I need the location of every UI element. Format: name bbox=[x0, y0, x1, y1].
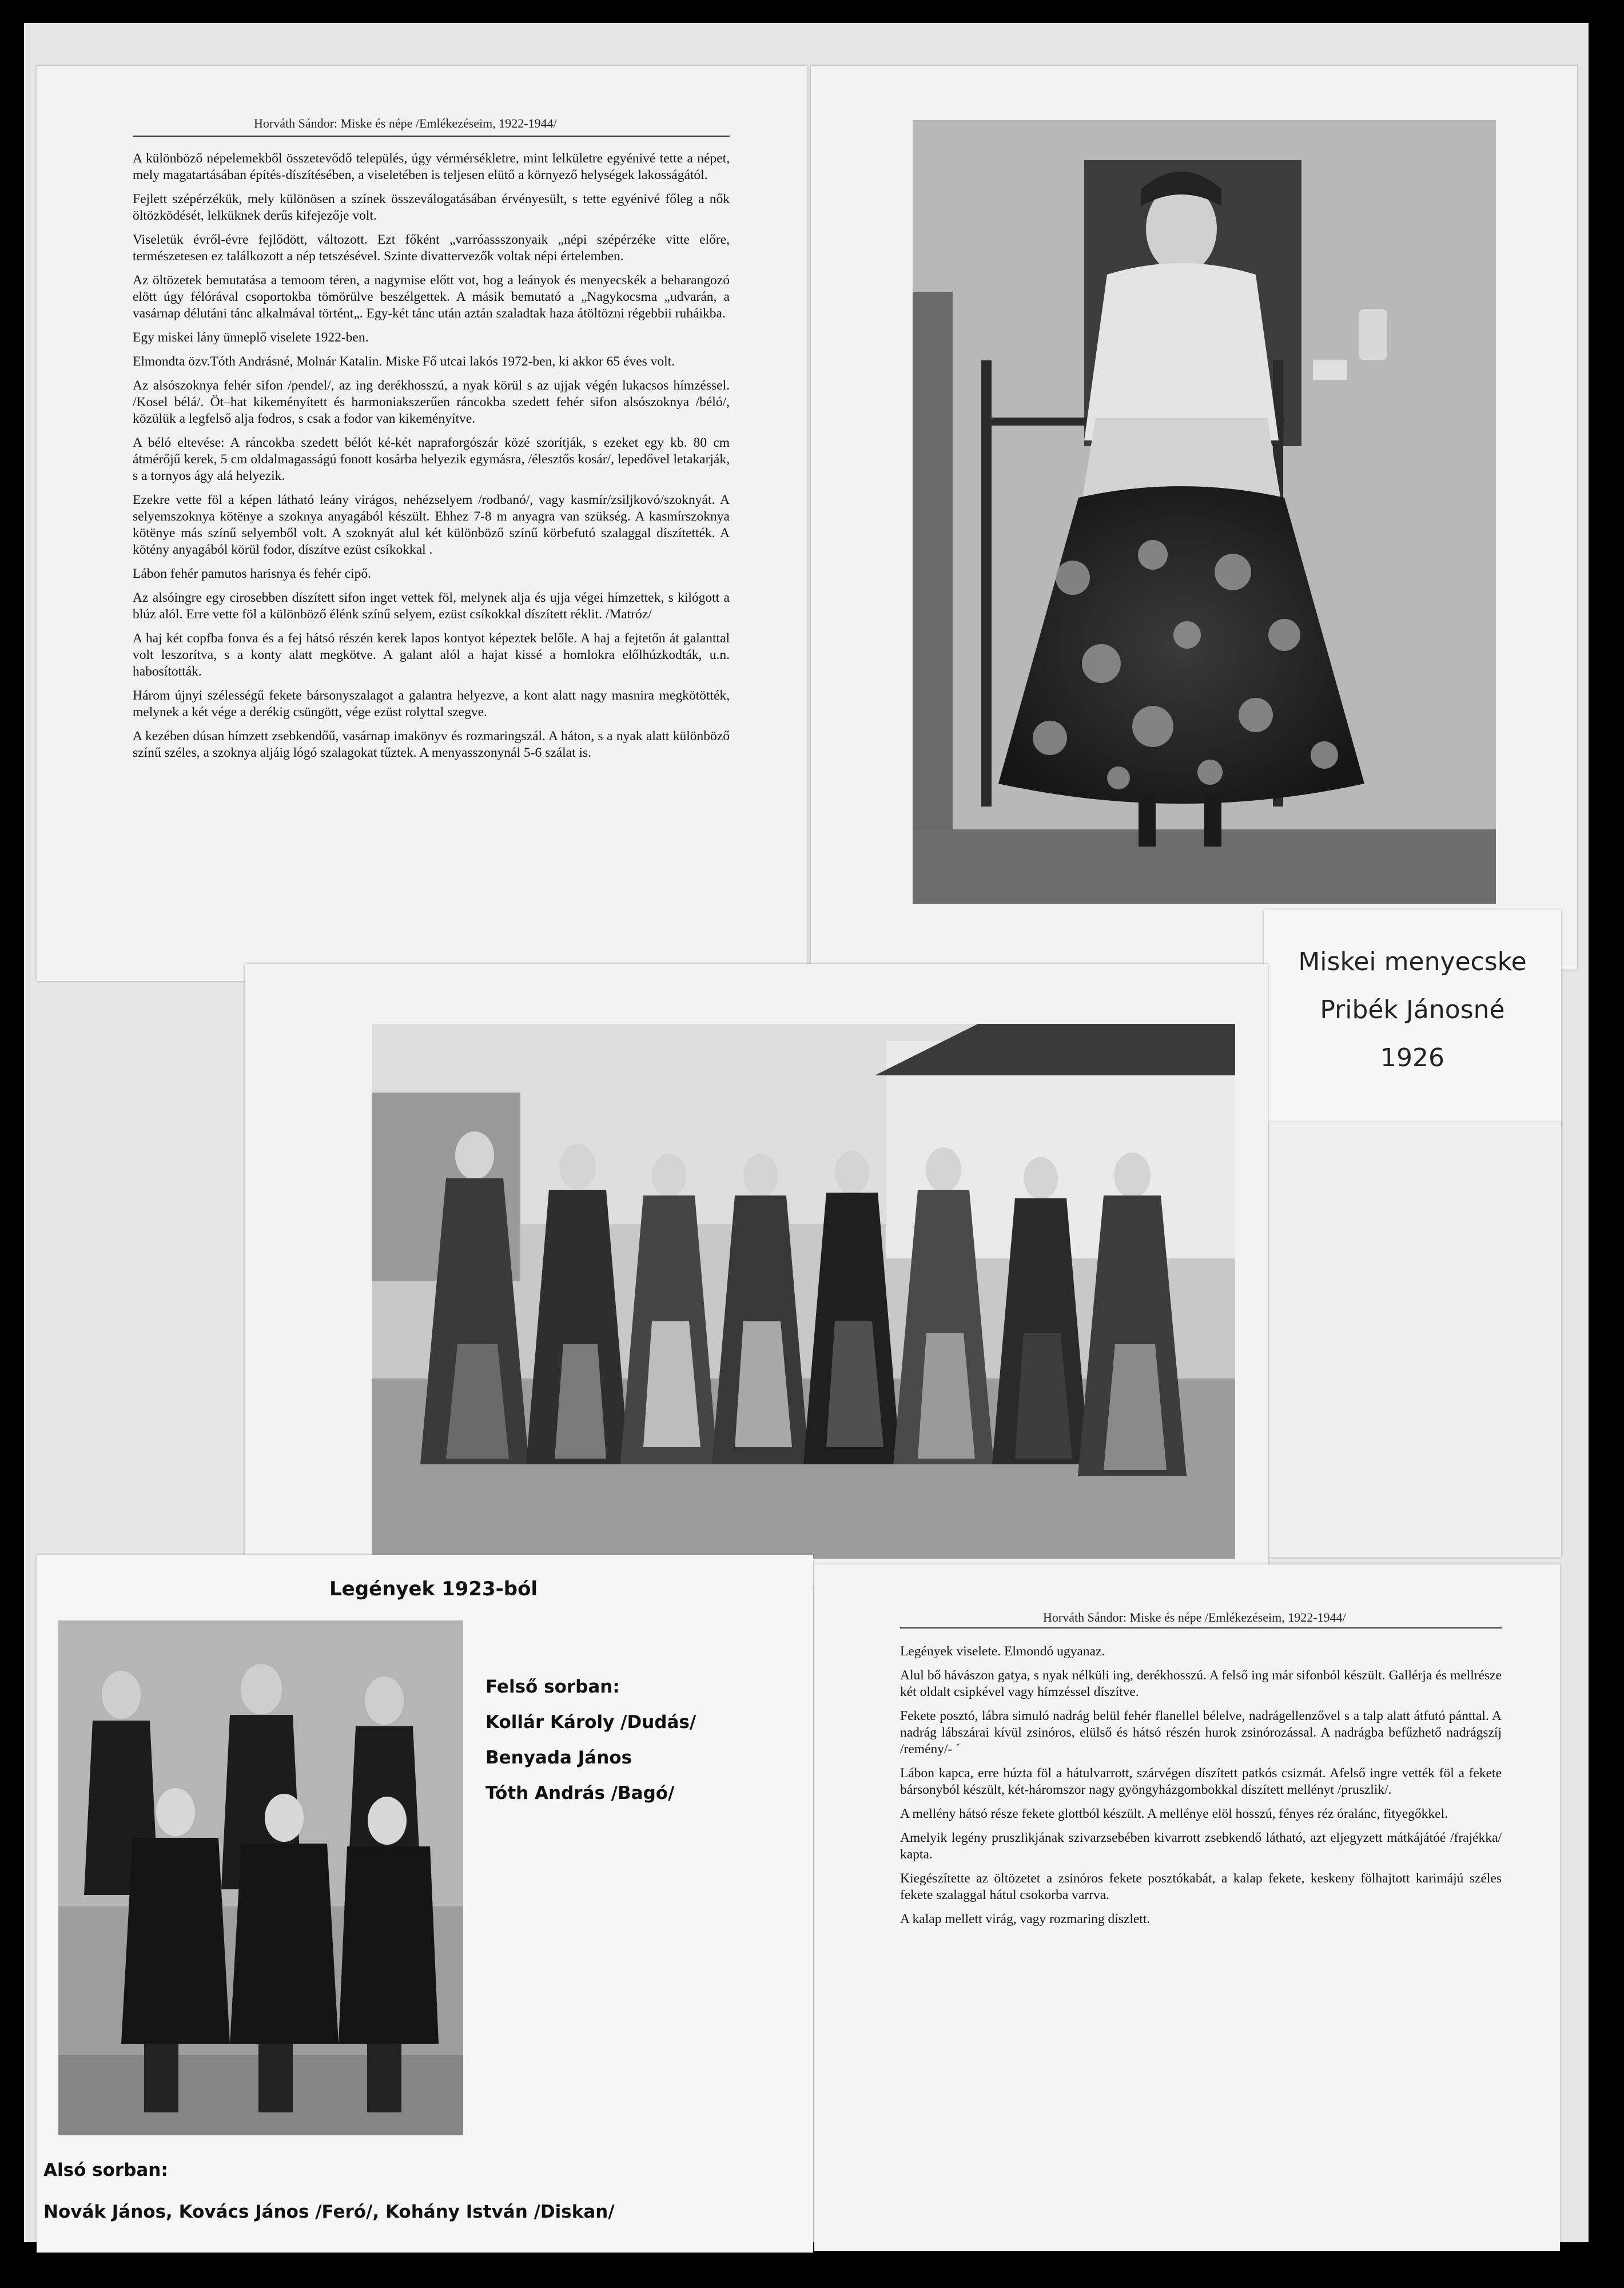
lad-name: Kollár Károly /Dudás/ bbox=[485, 1712, 696, 1733]
top-row-names bbox=[485, 1669, 696, 1811]
paragraph: Fejlett szépérzékük, mely különösen a színek összeválogatásában érvényesült, s tette egyénivé főleg a nők öltözködését, lelküknek derűs kifejezője volt. bbox=[133, 192, 730, 223]
bottom-text-sheet bbox=[814, 1564, 1560, 2251]
paragraph: A kalap mellett virág, vagy rozmaring díszlett. bbox=[900, 1912, 1151, 1926]
caption-line-1: Miskei menyecske bbox=[1298, 947, 1527, 976]
lads-title: Legények 1923-ból bbox=[329, 1578, 538, 1600]
paragraph: A béló eltevése: A ráncokba szedett bélót ké-két napraforgószár közé szorítják, s ezeket egy kb. 80 cm átmérőjű kerek, 5 cm oldalmagasságú fonott kosárba helyezik egymásra, /élesztős kosár/, lepedővel letakarják, s a tornyos ágy alá helyezik. bbox=[133, 435, 730, 483]
paragraph: Fekete posztó, lábra simuló nadrág belül fehér flanellel bélelve, nadrágellenzővel s a talp alatt átfutó pánttal. A nadrág lábszárai kívül zsinóros, elülső és hátsó részén hurok zsinórozással. A nadrágba befűzhető nadrágszíj /remény/- ´ bbox=[900, 1709, 1502, 1757]
top-text-sheet bbox=[37, 66, 807, 981]
lad-name: Tóth András /Bagó/ bbox=[485, 1783, 675, 1804]
paragraph: A kezében dúsan hímzett zsebkendőű, vasárnap imakönyv és rozmaringszál. A háton, s a nyak alatt különböző színű széles, a szoknya aljáig lógó szalagokat tűztek. A menyasszonynál 5-6 szálat is. bbox=[133, 729, 730, 760]
caption-line-2: Pribék Jánosné bbox=[1320, 995, 1505, 1024]
caption-line-3: 1926 bbox=[1380, 1043, 1444, 1072]
paragraph: A haj két copfba fonva és a fej hátsó részén kerek lapos kontyot képeztek belőle. A haj a fejtetőn át galanttal volt leszorítva, s a konty alatt megkötve. A galant alól a hajat kissé a homlokra előlhúzkodták, u.n. habosították. bbox=[133, 631, 730, 679]
paragraph: A mellény hátsó része fekete glottból készült. A mellénye elöl hosszú, fényes réz óralánc, fityegőkkel. bbox=[900, 1806, 1448, 1821]
paragraph: Három újnyi szélességű fekete bársonyszalagot a galantra helyezve, a kont alatt nagy masnira megkötötték, melynek a két vége a derékig csüngött, vége ezüst rolyttal szegve. bbox=[133, 688, 730, 720]
caption-text bbox=[1264, 938, 1561, 1082]
paragraph: Legények viselete. Elmondó ugyanaz. bbox=[900, 1644, 1105, 1659]
top-row-label: Felső sorban: bbox=[485, 1677, 620, 1697]
paragraph: Egy miskei lány ünneplő viselete 1922-ben. bbox=[133, 330, 369, 345]
paragraph: Az öltözetek bemutatása a temoom téren, a nagymise előtt vot, hog a leányok és menyecskék a beharangozó elött úgy félórával csoportokba tömörülve beszélgettek. A másik bemutató a „Nagykocsma „udvarán, a vasárnap délutáni tánc alkalmával történt„. Egy-két tánc után aztán szaladtak haza átöltözni régebbii ruháikba. bbox=[133, 273, 730, 321]
paragraph: Alul bő hávászon gatya, s nyak nélküli ing, derékhosszú. A felső ing már sifonból készült. Gallérja és mellrésze két oldalt csipkével vagy hímzéssel díszítve. bbox=[900, 1668, 1502, 1699]
paragraph: Az alsószoknya fehér sifon /pendel/, az ing derékhosszú, a nyak körül s az ujjak végén lukacsos hímzéssel. /Kosel bélá/. Öt–hat kikeményített és harmoniakszerűen ráncokba szedett fehér sifon alsószoknya /béló/, közülük a legfelső alja fodros, s csak a fodor van kikeményítve. bbox=[133, 378, 730, 426]
bottom-text-body bbox=[900, 1643, 1502, 1935]
lads-photo bbox=[58, 1620, 463, 2135]
paragraph: A különböző népelemekből összetevődő település, úgy vérmérsékletre, mint lelkületre egyénivé tette a népet, mely magatartásában építés-díszítésében, a viseletében is teljesen elütő a környező helységek lakosságától. bbox=[133, 151, 730, 182]
group-photo-sheet bbox=[245, 964, 1268, 1587]
paragraph: Ezekre vette föl a képen látható leány virágos, nehézselyem /rodbanó/, vagy kasmír/zsiljkovó/szoknyát. A selyemszoknya kötënye a szoknya anyagából készült. Ehhez 7-8 m anyagra van szükség. A kasmírszoknya kötënye más színű selyemből volt. A szoknyát alul két különböző színű körbefutó szalaggal díszítették. A kötény anyagából körül fodor, díszítve ezüst csíkokkal . bbox=[133, 492, 730, 557]
lad-name: Benyada János bbox=[485, 1747, 632, 1768]
bottom-row-label: Alsó sorban: bbox=[43, 2160, 168, 2180]
bottom-row-names: Novák János, Kovács János /Feró/, Kohány István /Diskan/ bbox=[43, 2202, 615, 2222]
bride-photo-sheet bbox=[811, 66, 1577, 970]
bottom-sheet-header: Horváth Sándor: Miske és népe /Emlékezéseim, 1922-1944/ bbox=[1043, 1610, 1346, 1624]
blank-card bbox=[1268, 1122, 1561, 1557]
bride-photo bbox=[913, 120, 1496, 904]
group-photo bbox=[372, 1024, 1235, 1559]
paragraph: Elmondta özv.Tóth Andrásné, Molnár Katalin. Miske Fő utcai lakós 1972-ben, ki akkor 65 éves volt. bbox=[133, 354, 675, 369]
paragraph: Lábon kapca, erre húzta föl a hátulvarrott, szárvégen díszített patkós csizmát. Afelső ingre vették föl a fekete bársonyból készült, két-háromszor nagy gyöngyházgombokkal díszített mellényt /pruszlik/. bbox=[900, 1766, 1502, 1797]
paragraph: Az alsóingre egy cirosebben díszített sifon inget vettek föl, melynek alja és ujja végei hímzettek, s kilógott a blúz alól. Erre vette föl a különböző élénk színű selyem, ezüst csíkokkal díszített réklit. /Matróz/ bbox=[133, 590, 730, 622]
paragraph: Amelyik legény pruszlikjának szivarzsebében kivarrott zsebkendő látható, azt eljegyzett mátkájátóé /frajékka/ kapta. bbox=[900, 1830, 1502, 1862]
bride-caption-box bbox=[1264, 909, 1561, 1127]
bottom-header-rule bbox=[900, 1627, 1502, 1628]
top-text-body bbox=[133, 150, 730, 769]
paragraph: Kiegészítette az öltözetet a zsinóros fekete posztókabát, a kalap fekete, keskeny fölhajtott karimájú széles fekete szalaggal hátul csokorba varrva. bbox=[900, 1871, 1502, 1902]
top-sheet-header: Horváth Sándor: Miske és népe /Emlékezéseim, 1922-1944/ bbox=[254, 116, 557, 130]
lads-sheet bbox=[37, 1555, 813, 2253]
top-header-rule bbox=[133, 136, 730, 137]
paragraph: Lábon fehér pamutos harisnya és fehér cipő. bbox=[133, 566, 371, 581]
paragraph: Viseletük évről-évre fejlődött, változott. Ezt főként „varróassszonyaik „népi szépérzéke vitte előre, természetesen ez találkozott a nép tetszésével. Szinte divattervezők voltak népi értelemben. bbox=[133, 232, 730, 264]
